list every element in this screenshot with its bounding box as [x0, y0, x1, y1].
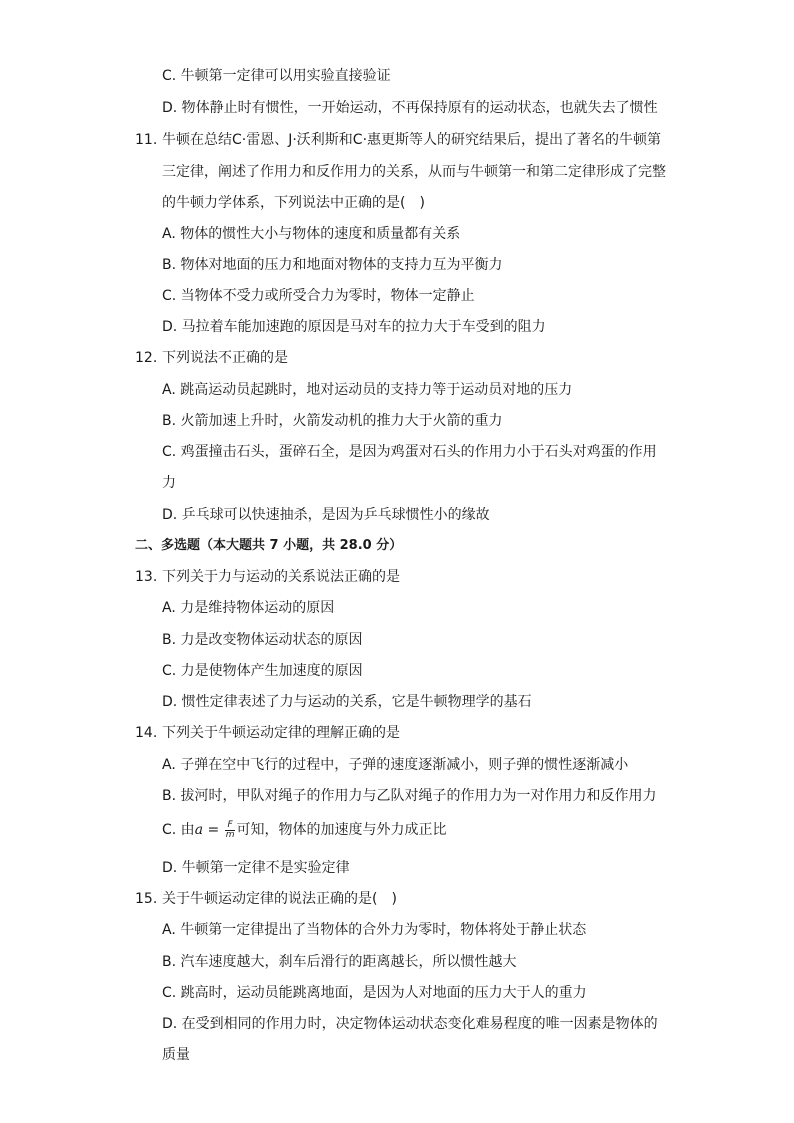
q15-number: 15. — [135, 891, 158, 907]
q10-option-c: C. 牛顿第一定律可以用实验直接验证 — [162, 68, 391, 84]
q14-option-a: A. 子弹在空中飞行的过程中，子弹的速度逐渐减小，则子弹的惯性逐渐减小 — [162, 757, 629, 773]
q14-option-c-prefix: C. 由 — [162, 822, 195, 838]
q12-option-c: C. 鸡蛋撞击石头，蛋碎石全，是因为鸡蛋对石头的作用力小于石头对鸡蛋的作用 — [162, 444, 657, 460]
q11-stem-line2: 三定律，阐述了作用力和反作用力的关系，从而与牛顿第一和第二定律形成了完整 — [162, 164, 666, 180]
q13-number: 13. — [135, 569, 158, 585]
q11-option-a: A. 物体的惯性大小与物体的速度和质量都有关系 — [162, 226, 461, 242]
q14-stem: 下列关于牛顿运动定律的理解正确的是 — [162, 725, 400, 741]
q15-option-d-cont: 质量 — [162, 1047, 190, 1063]
q13-stem: 下列关于力与运动的关系说法正确的是 — [162, 569, 400, 585]
q15-stem: 关于牛顿运动定律的说法正确的是( ) — [162, 891, 397, 907]
q13-option-a: A. 力是维持物体运动的原因 — [162, 600, 335, 616]
q13-option-d: D. 惯性定律表述了力与运动的关系，它是牛顿物理学的基石 — [162, 694, 532, 710]
q12-option-d: D. 乒乓球可以快速抽杀，是因为乒乓球惯性小的缘故 — [162, 507, 490, 523]
q13-option-b: B. 力是改变物体运动状态的原因 — [162, 632, 363, 648]
q12-number: 12. — [135, 350, 158, 366]
q14-option-c — [162, 820, 446, 840]
q12-option-a: A. 跳高运动员起跳时，地对运动员的支持力等于运动员对地的压力 — [162, 382, 573, 398]
q11-stem-line3: 的牛顿力学体系，下列说法中正确的是( ) — [162, 195, 425, 211]
section-heading-multiple-choice: 二、多选题（本大题共 7 小题，共 28.0 分） — [135, 538, 403, 553]
q15-option-a: A. 牛顿第一定律提出了当物体的合外力为零时，物体将处于静止状态 — [162, 922, 587, 938]
fraction-numerator: F — [225, 821, 236, 831]
q12-stem: 下列说法不正确的是 — [162, 350, 288, 366]
q14-option-d: D. 牛顿第一定律不是实验定律 — [162, 860, 350, 876]
q10-option-d: D. 物体静止时有惯性，一开始运动，不再保持原有的运动状态，也就失去了惯性 — [162, 100, 658, 116]
q14-option-c-suffix: 可知，物体的加速度与外力成正比 — [236, 822, 447, 838]
q11-option-d: D. 马拉着车能加速跑的原因是马对车的拉力大于车受到的阻力 — [162, 319, 546, 335]
q11-stem-line1: 牛顿在总结C·雷恩、J·沃利斯和C·惠更斯等人的研究结果后，提出了著名的牛顿第 — [162, 132, 662, 148]
formula-fraction — [225, 821, 236, 840]
q11-option-b: B. 物体对地面的压力和地面对物体的支持力互为平衡力 — [162, 257, 503, 273]
q12-option-b: B. 火箭加速上升时，火箭发动机的推力大于火箭的重力 — [162, 413, 503, 429]
formula-equals: = — [203, 822, 224, 838]
formula-var-a: a — [194, 822, 204, 838]
q14-option-b: B. 拔河时，甲队对绳子的作用力与乙队对绳子的作用力为一对作用力和反作用力 — [162, 788, 657, 804]
q14-number: 14. — [135, 725, 158, 741]
q15-option-d: D. 在受到相同的作用力时，决定物体运动状态变化难易程度的唯一因素是物体的 — [162, 1016, 658, 1032]
q13-option-c: C. 力是使物体产生加速度的原因 — [162, 663, 363, 679]
q15-option-c: C. 跳高时，运动员能跳离地面，是因为人对地面的压力大于人的重力 — [162, 985, 587, 1001]
fraction-denominator: m — [225, 829, 235, 840]
q15-option-b: B. 汽车速度越大，刹车后滑行的距离越长，所以惯性越大 — [162, 954, 517, 970]
q12-option-c-cont: 力 — [162, 475, 176, 491]
q11-option-c: C. 当物体不受力或所受合力为零时，物体一定静止 — [162, 288, 475, 304]
q11-number: 11. — [135, 132, 158, 148]
